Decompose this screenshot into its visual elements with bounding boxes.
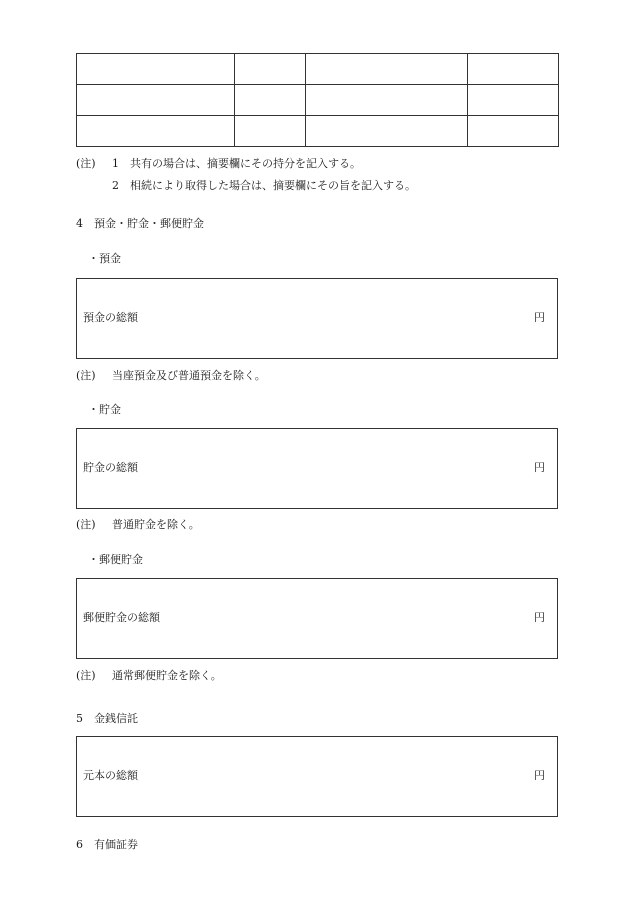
note-text: 通常郵便貯金を除く。 [112, 669, 222, 682]
table-cell [235, 85, 306, 116]
subsection-heading: ・預金 [88, 252, 121, 265]
note-text: 相続により取得した場合は、摘要欄にその旨を記入する。 [130, 179, 416, 192]
note-marker: (注) [76, 369, 96, 382]
field-label: 預金の総額 [83, 311, 138, 324]
note-number: 2 [112, 179, 119, 192]
note-marker: (注) [76, 669, 96, 682]
note-text: 共有の場合は、摘要欄にその持分を記入する。 [130, 157, 361, 170]
unit-label: 円 [534, 611, 545, 624]
table-cell [468, 116, 559, 147]
note-marker: (注) [76, 518, 96, 531]
table-cell [77, 116, 235, 147]
savings-total-box [76, 428, 558, 509]
table-cell [235, 54, 306, 85]
table-cell [468, 85, 559, 116]
table-cell [77, 85, 235, 116]
section-heading: 6 有価証券 [76, 838, 138, 851]
field-label: 貯金の総額 [83, 461, 138, 474]
table-cell [306, 116, 468, 147]
table-cell [235, 116, 306, 147]
note-marker: (注) [76, 157, 96, 170]
unit-label: 円 [534, 311, 545, 324]
subsection-heading: ・貯金 [88, 403, 121, 416]
unit-label: 円 [534, 769, 545, 782]
field-label: 元本の総額 [83, 769, 138, 782]
note-text: 当座預金及び普通預金を除く。 [112, 369, 266, 382]
table-cell [306, 85, 468, 116]
section-heading: 5 金銭信託 [76, 712, 138, 725]
unit-label: 円 [534, 461, 545, 474]
table-row [77, 85, 559, 116]
table-row [77, 116, 559, 147]
note-number: 1 [112, 157, 119, 170]
deposit-total-box [76, 278, 558, 359]
table-cell [306, 54, 468, 85]
trust-principal-box [76, 736, 558, 817]
table-cell [468, 54, 559, 85]
subsection-heading: ・郵便貯金 [88, 553, 143, 566]
postal-savings-total-box [76, 578, 558, 659]
section-heading: 4 預金・貯金・郵便貯金 [76, 217, 204, 230]
table-cell [77, 54, 235, 85]
table-row [77, 54, 559, 85]
asset-table [76, 53, 559, 147]
field-label: 郵便貯金の総額 [83, 611, 160, 624]
note-text: 普通貯金を除く。 [112, 518, 200, 531]
